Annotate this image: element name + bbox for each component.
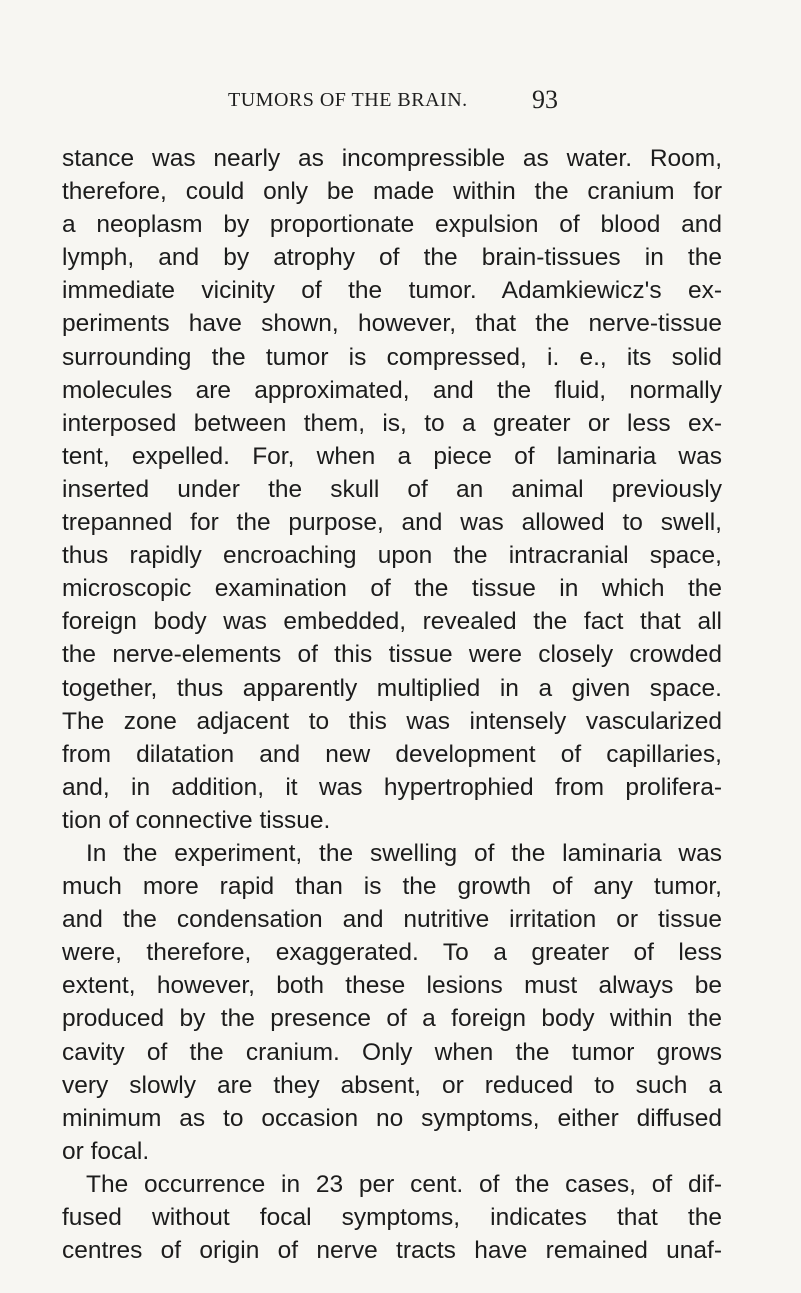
text-line: cavity of the cranium. Only when the tumor grows [62, 1038, 722, 1066]
text-line: The zone adjacent to this was intensely vascularized [62, 707, 722, 735]
text-line: lymph, and by atrophy of the brain-tissues in the [62, 244, 722, 272]
text-line: immediate vicinity of the tumor. Adamkiewicz's ex- [62, 277, 722, 305]
text-line: a neoplasm by proportionate expulsion of blood and [62, 211, 722, 239]
text-line: The occurrence in 23 per cent. of the cases, of dif- [86, 1170, 722, 1198]
text-line: very slowly are they absent, or reduced to such a [62, 1071, 722, 1099]
text-line: interposed between them, is, to a greater or less ex- [62, 409, 722, 437]
text-line: minimum as to occasion no symptoms, either diffused [62, 1104, 722, 1132]
text-line: and the condensation and nutritive irritation or tissue [62, 906, 722, 934]
text-line: from dilatation and new development of capillaries, [62, 740, 722, 768]
text-line: stance was nearly as incompressible as water. Room, [62, 145, 722, 172]
text-line: centres of origin of nerve tracts have remained unaf- [62, 1237, 722, 1265]
text-line: much more rapid than is the growth of any tumor, [62, 873, 722, 901]
text-line: trepanned for the purpose, and was allowed to swell, [62, 509, 722, 537]
text-line: therefore, could only be made within the cranium for [62, 178, 722, 206]
running-head [0, 85, 801, 118]
text-line: fused without focal symptoms, indicates that the [62, 1204, 722, 1231]
text-line: inserted under the skull of an animal previously [62, 475, 722, 503]
text-line: tion of connective tissue. [62, 806, 331, 834]
text-line: the nerve-elements of this tissue were closely crowded [62, 641, 722, 669]
text-line: molecules are approximated, and the fluid, normally [62, 376, 722, 404]
text-line: foreign body was embedded, revealed the fact that all [62, 608, 722, 636]
text-line: tent, expelled. For, when a piece of laminaria was [62, 442, 722, 470]
text-line: periments have shown, however, that the nerve-tissue [62, 310, 722, 338]
running-head-title: TUMORS OF THE BRAIN. [228, 89, 468, 111]
text-line: thus rapidly encroaching upon the intracranial space, [62, 542, 722, 570]
text-line: together, thus apparently multiplied in a given space. [62, 674, 722, 702]
text-line: produced by the presence of a foreign body within the [62, 1005, 722, 1033]
text-line: and, in addition, it was hypertrophied from prolifera- [62, 773, 722, 801]
text-line: extent, however, both these lesions must always be [62, 972, 722, 1000]
page-number: 93 [532, 85, 558, 114]
text-line: or focal. [62, 1137, 150, 1165]
text-line: microscopic examination of the tissue in which the [62, 575, 722, 603]
text-line: In the experiment, the swelling of the laminaria was [86, 839, 722, 867]
text-line: surrounding the tumor is compressed, i. e., its solid [62, 343, 722, 371]
text-line: were, therefore, exaggerated. To a greater of less [62, 939, 722, 967]
body-text [62, 142, 722, 1267]
